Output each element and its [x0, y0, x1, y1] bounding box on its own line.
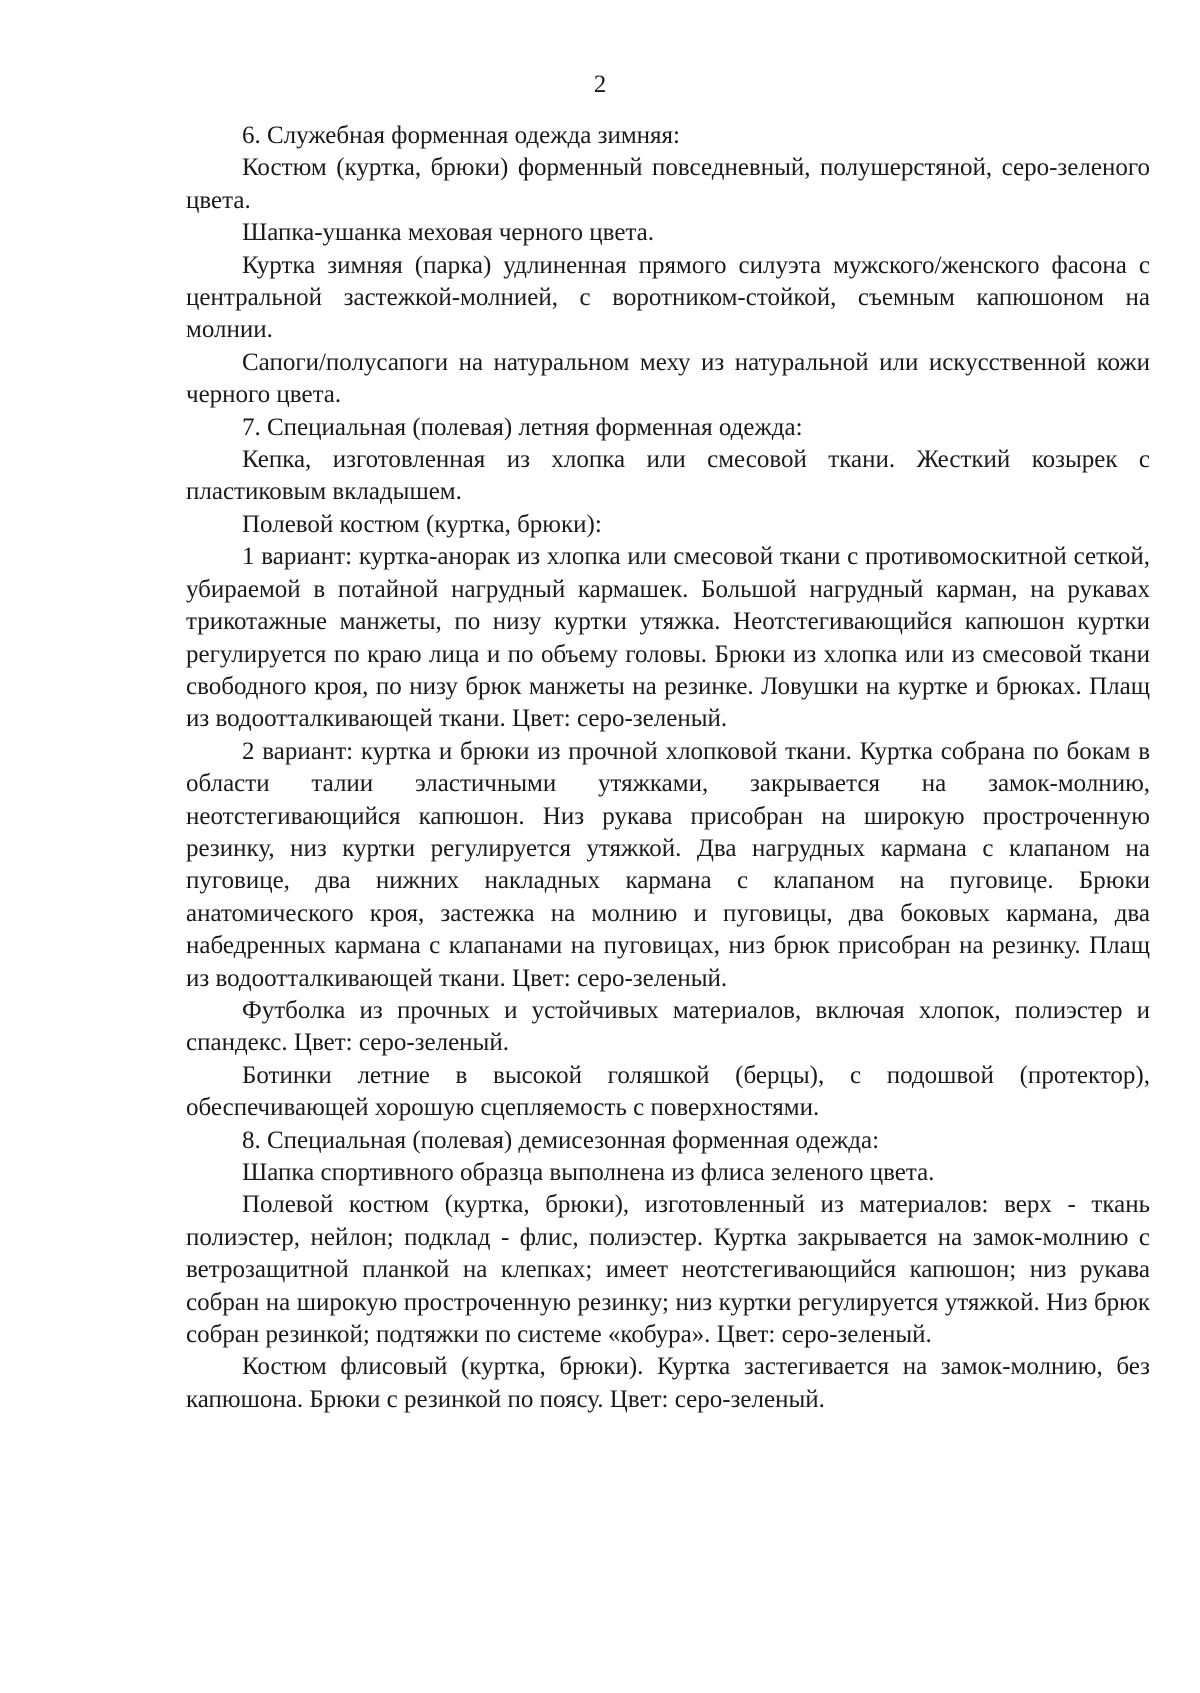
paragraph-fleece-hat: Шапка спортивного образца выполнена из флиса зеленого цвета. — [242, 1159, 935, 1186]
paragraph-variant-2: 2 вариант: куртка и брюки из прочной хлопковой ткани. Куртка собрана по бокам в области талии эластичными утяжками, закрывается на замок-молнию, неотстегивающийся капюшон. Низ рукава присобран на широкую простроченную резинку, низ куртки регулируется утяжкой. Два нагрудных кармана с клапаном на пуговице, два нижних накладных кармана с клапаном на пуговице. Брюки анатомического кроя, застежка на молнию и пуговицы, два боковых кармана, два набедренных кармана с клапанами на пуговицах, низ брюк присобран на резинку. Плащ из водоотталкивающей ткани. Цвет: серо-зеленый. — [186, 737, 1150, 992]
page-number: 2 — [593, 71, 607, 98]
paragraph-variant-1: 1 вариант: куртка-анорак из хлопка или смесовой ткани с противомоскитной сеткой, убираемой в потайной нагрудный кармашек. Большой нагрудный карман, на рукавах трикотажные манжеты, по низу куртки утяжка. Неотстегивающийся капюшон куртки регулируется по краю лица и по объему головы. Брюки из хлопка или из смесовой ткани свободного кроя, по низу брюк манжеты на резинке. Ловушки на куртке и брюках. Плащ из водоотталкивающей ткани. Цвет: серо-зеленый. — [186, 543, 1150, 733]
paragraph-demiseason-suit: Полевой костюм (куртка, брюки), изготовленный из материалов: верх - ткань полиэстер, нейлон; подклад - флис, полиэстер. Куртка закрывается на замок-молнию с ветрозащитной планкой на клепках; имеет неотстегивающийся капюшон; низ рукава собран на широкую простроченную резинку; низ куртки регулируется утяжкой. Низ брюк собран резинкой; подтяжки по системе «кобура». Цвет: серо-зеленый. — [186, 1191, 1150, 1349]
section-7-heading: 7. Специальная (полевая) летняя форменная одежда: — [242, 413, 803, 441]
document-body — [186, 120, 1150, 1416]
paragraph-summer-cap: Кепка, изготовленная из хлопка или смесовой ткани. Жесткий козырек с пластиковым вкладышем. — [186, 446, 1150, 506]
section-8-heading: 8. Специальная (полевая) демисезонная форменная одежда: — [242, 1126, 880, 1154]
section-6-heading: 6. Служебная форменная одежда зимняя: — [242, 122, 680, 149]
paragraph-winter-suit: Костюм (куртка, брюки) форменный повседневный, полушерстяной, серо-зеленого цвета. — [186, 154, 1150, 214]
paragraph-winter-parka: Куртка зимняя (парка) удлиненная прямого силуэта мужского/женского фасона с центральной застежкой-молнией, с воротником-стойкой, съемным капюшоном на молнии. — [186, 251, 1150, 344]
paragraph-winter-boots: Сапоги/полусапоги на натуральном меху из натуральной или искусственной кожи черного цвета. — [186, 348, 1150, 409]
paragraph-field-suit-title: Полевой костюм (куртка, брюки): — [242, 510, 602, 538]
paragraph-fleece-suit: Костюм флисовый (куртка, брюки). Куртка застегивается на замок-молнию, без капюшона. Брюки с резинкой по поясу. Цвет: серо-зеленый. — [186, 1353, 1150, 1413]
paragraph-summer-boots: Ботинки летние в высокой голяшкой (берцы), с подошвой (протектор), обеспечивающей хорошую сцепляемость с поверхностями. — [186, 1061, 1150, 1122]
paragraph-t-shirt: Футболка из прочных и устойчивых материалов, включая хлопок, полиэстер и спандекс. Цвет: серо-зеленый. — [186, 996, 1150, 1057]
paragraph-fur-hat: Шапка-ушанка меховая черного цвета. — [242, 219, 654, 247]
